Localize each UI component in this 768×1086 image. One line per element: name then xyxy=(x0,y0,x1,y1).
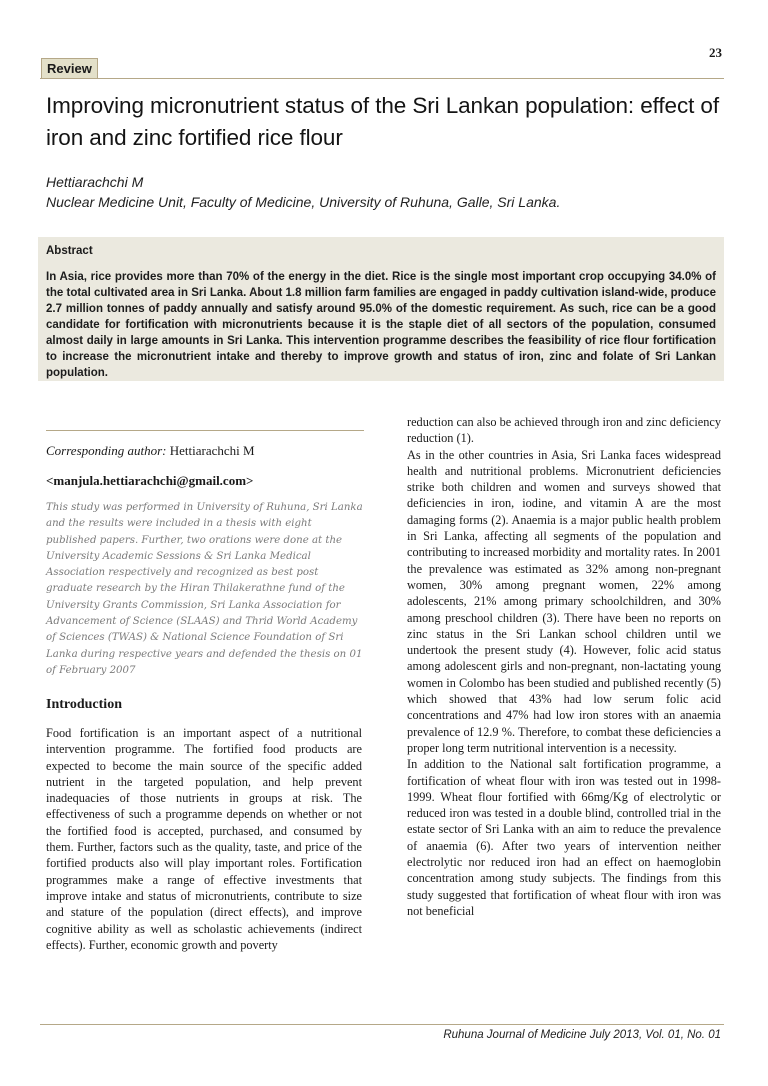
introduction-paragraph-left: Food fortification is an important aspect of a nutritional intervention programme. The fortified food products are expected to become the main source of the specific added nutrient in the targeted population, and help prevent inadequacies of those nutrients in groups at risk. The effectiveness of such a programme depends on whether or not the fortified food is accepted, purchased, and consumed by them. Further, factors such as the quality, taste, and price of the fortified products also will play important roles. Fortification programmes make a range of effective investments that improve intake and status of micronutrients, contribute to size and stature of the population (direct effects), and improve cognitive ability as well as scholastic achievements (indirect effects). Further, economic growth and poverty xyxy=(46,726,362,952)
page-number: 23 xyxy=(709,45,722,60)
corresponding-author xyxy=(46,442,255,460)
article-title: Improving micronutrient status of the Sri Lankan population: effect of iron and zinc fortified rice flour xyxy=(46,93,719,150)
corresponding-author-name: Hettiarachchi M xyxy=(169,443,255,458)
journal-footer: Ruhuna Journal of Medicine July 2013, Vol. 01, No. 01 xyxy=(443,1029,721,1041)
introduction-paragraph: As in the other countries in Asia, Sri Lanka faces widespread health and nutritional problems. Micronutrient deficiencies strike both children and women and surveys showed that deficiencies in iron, iodine, and vitamin A are the most damaging forms (2). Anaemia is a major public health problem in Sri Lanka, affecting all segments of the population and contributing to increased morbidity and mortality rates. In 2001 the prevalence was estimated as 32% among non-pregnant women, 30% among pregnant women, 22% among adolescents, 21% among primary schoolchildren, and 30% among preschool children (3). There have been no reports on zinc status in the Sri Lankan school children until we undertook the present study (4). However, folic acid status among adolescent girls and non-pregnant, non-lactating young women in Colombo has been studied and published recently (5) which showed that 43% had low serum folic acid concentrations and 47% had low iron stores with an anaemia prevalence of 12.9 %. Therefore, to combat these deficiencies a proper long term nutritional intervention is a necessity. xyxy=(407,447,721,755)
abstract-heading: Abstract xyxy=(46,245,93,257)
header-divider xyxy=(40,78,724,79)
corresponding-email[interactable]: <manjula.hettiarachchi@gmail.com> xyxy=(46,473,254,488)
abstract-box xyxy=(38,237,724,381)
section-badge: Review xyxy=(41,58,98,79)
corresponding-author-label: Corresponding author: xyxy=(46,443,167,458)
introduction-heading: Introduction xyxy=(46,697,122,712)
introduction-paragraph: reduction can also be achieved through iron and zinc deficiency reduction (1). xyxy=(407,415,721,446)
introduction-paragraph: In addition to the National salt fortification programme, a fortification of wheat flour with iron was tested out in 1998-1999. Wheat flour fortified with 66mg/Kg of electrolytic or reduced iron was tested in a double blind, controlled trial in the estate sector of Sri Lanka with an aim to reduce the prevalence of anaemia (6). After two years of intervention neither electrolytic nor reduced iron had an effect on haemoglobin concentration among study subjects. The findings from this study suggested that fortification of wheat flour with iron was not beneficial xyxy=(407,757,721,918)
correspondence-divider xyxy=(46,430,364,431)
author-name: Hettiarachchi M xyxy=(46,174,144,190)
abstract-text: In Asia, rice provides more than 70% of the energy in the diet. Rice is the single most important crop occupying 34.0% of the total cultivated area in Sri Lanka. About 1.8 million farm families are engaged in paddy cultivation island-wide, produce 2.7 million tonnes of paddy annually and satisfy around 95.0% of the domestic requirement. As such, rice can be a good candidate for fortification with micronutrients because it is the staple diet of all sectors of the population, consumed almost daily in large amounts in Sri Lanka. This intervention programme describes the feasibility of rice flour fortification to increase the micronutrient intake and thereby to improve growth and status of iron, zinc and folate of Sri Lankan population. xyxy=(46,271,716,379)
right-column xyxy=(407,414,721,919)
footer-divider xyxy=(40,1024,724,1025)
author-affiliation: Nuclear Medicine Unit, Faculty of Medicine, University of Ruhuna, Galle, Sri Lanka. xyxy=(46,194,561,210)
study-note: This study was performed in University of Ruhuna, Sri Lanka and the results were included in a thesis with eight published papers. Further, two orations were done at the University Academic Sessions & Sri Lanka Medical Association respectively and recognized as best post graduate research by the Hiran Thilakerathne fund of the University Grants Commission, Sri Lanka Association for Advancement of Science (SLAAS) and Thrid World Academy of Sciences (TWAS) & National Science Foundation of Sri Lanka during respective years and defended the thesis on 01 of February 2007 xyxy=(46,502,363,676)
